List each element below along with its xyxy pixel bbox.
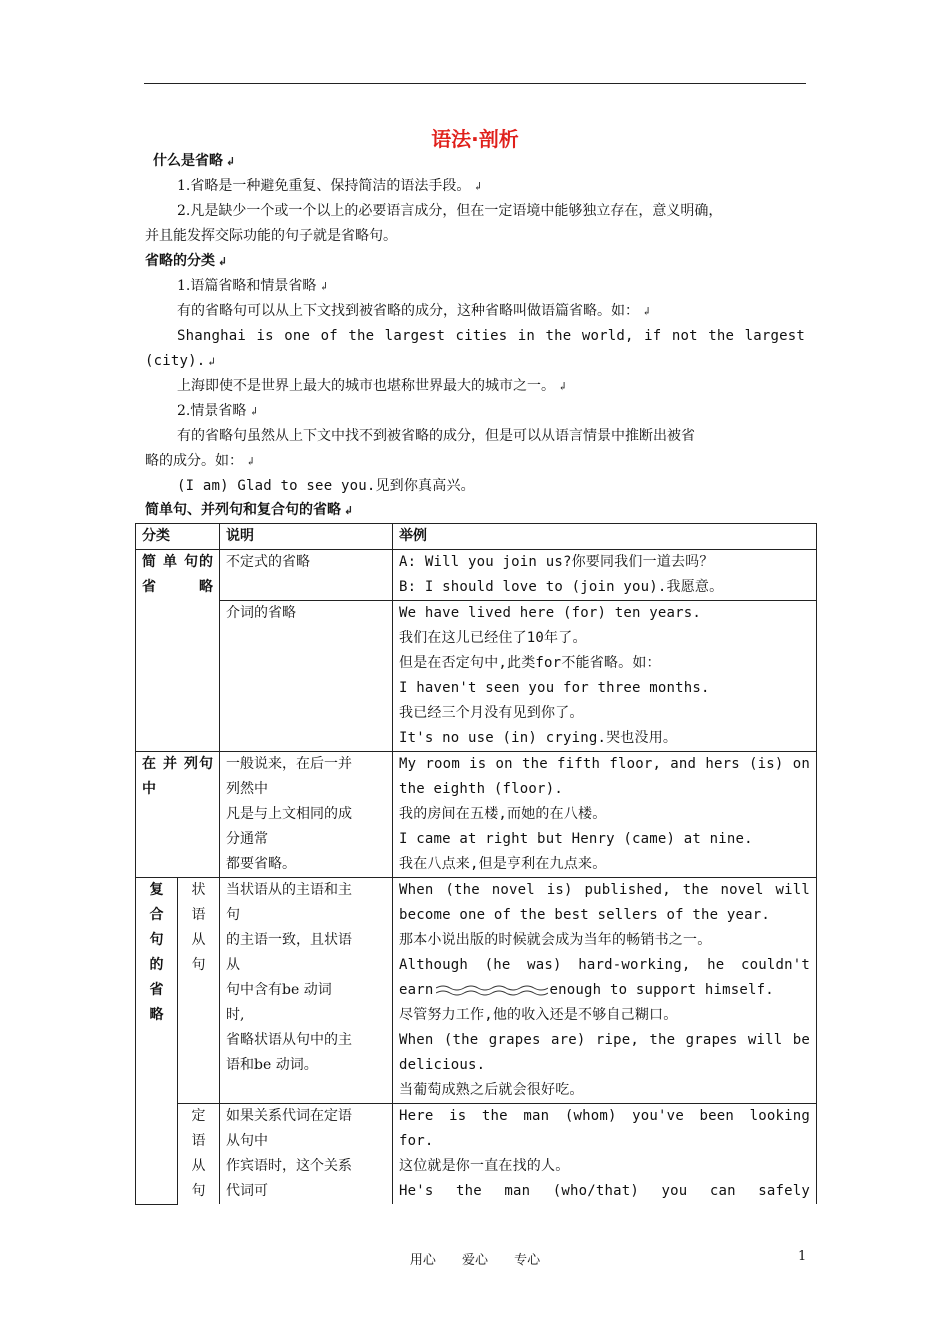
table-row bbox=[136, 878, 817, 1104]
paragraph-2-line-1: 2.凡是缺少一个或一个以上的必要语言成分，但在一定语境中能够独立存在，意义明确， bbox=[177, 203, 723, 219]
explanation-infinitive: 不定式的省略 bbox=[220, 550, 393, 601]
example-adverbial-clause: When (the novel is) published, the novel will become one of the best sellers of the year. 那本小说出版的时候就会成为当年的畅销书之一。 Although (he was) hard-working, he couldn't earn enough to support himself. 尽管努力工作,他的收入还是不够自己糊口。 When (the grapes are) ripe, the grapes will be delicious. 当葡萄成熟之后就会很好吃。 bbox=[393, 878, 817, 1104]
subsection-1-description: 有的省略句可以从上下文找到被省略的成分，这种省略叫做语篇省略。如： ↲ bbox=[177, 303, 652, 319]
table-row bbox=[136, 752, 817, 878]
explanation-coordinate: 一般说来，在后一并 列然中 凡是与上文相同的成 分通常 都要省略。 bbox=[220, 752, 393, 878]
subsection-2-heading: 2.情景省略 ↲ bbox=[177, 403, 259, 419]
category-simple-sentence: 简 单 句的省略 bbox=[136, 550, 220, 752]
page-footer: 用心 爱心 专心 bbox=[409, 1253, 541, 1268]
paragraph-mark-icon: ↲ bbox=[344, 504, 354, 517]
subcategory-adverbial-clause: 状 语 从 句 bbox=[178, 878, 220, 1104]
explanation-preposition: 介词的省略 bbox=[220, 601, 393, 752]
ellipsis-table bbox=[135, 523, 817, 1205]
subsection-2-description-line-2: 略的成分。如： ↲ bbox=[145, 453, 256, 469]
paragraph-mark-icon: ↲ bbox=[218, 255, 228, 268]
paragraph-mark-icon: ↲ bbox=[473, 180, 483, 193]
section-heading-sentence-types: 简单句、并列句和复合句的省略 ↲ bbox=[145, 502, 354, 518]
category-coordinate-sentence: 在 并 列句中 bbox=[136, 752, 220, 878]
paragraph-mark-icon: ↲ bbox=[226, 155, 236, 168]
paragraph-2-line-2: 并且能发挥交际功能的句子就是省略句。 bbox=[145, 228, 397, 244]
example-coordinate: My room is on the fifth floor, and hers (is) on the eighth (floor). 我的房间在五楼,而她的在八楼。 I came at right but Henry (came) at nine. 我在八点来,但是亨利在九点来。 bbox=[393, 752, 817, 878]
page-number: 1 bbox=[798, 1249, 807, 1264]
table-row bbox=[136, 601, 817, 752]
table-row bbox=[136, 1104, 817, 1205]
header-explanation: 说明 bbox=[220, 524, 393, 550]
header-example: 举例 bbox=[393, 524, 817, 550]
section-heading-what-is-ellipsis: 什么是省略 ↲ bbox=[153, 153, 236, 169]
example-attributive-clause: Here is the man (whom) you've been looking for. 这位就是你一直在找的人。 He's the man (who/that) you can safely bbox=[393, 1104, 817, 1205]
paragraph-mark-icon: ↲ bbox=[249, 405, 259, 418]
example-infinitive: A: Will you join us?你要同我们一道去吗？ B: I should love to (join you).我愿意。 bbox=[393, 550, 817, 601]
paragraph-mark-icon: ↲ bbox=[558, 380, 568, 393]
paragraph-mark-icon: ↲ bbox=[246, 455, 256, 468]
paragraph-mark-icon: ↲ bbox=[319, 280, 329, 293]
explanation-attributive-clause: 如果关系代词在定语 从句中 作宾语时，这个关系 代词可 bbox=[220, 1104, 393, 1205]
section-heading-classification: 省略的分类 ↲ bbox=[145, 253, 228, 269]
explanation-adverbial-clause: 当状语从的主语和主 句 的主语一致，且状语 从 句中含有be 动词 时, 省略状语从句中的主 语和be 动词。 bbox=[220, 878, 393, 1104]
wavy-underline-icon bbox=[436, 984, 548, 996]
header-rule bbox=[144, 83, 806, 84]
subsection-1-example-en-line-2: (city). ↲ bbox=[145, 353, 216, 369]
paragraph-1: 1.省略是一种避免重复、保持简洁的语法手段。 ↲ bbox=[177, 178, 483, 194]
paragraph-mark-icon: ↲ bbox=[642, 305, 652, 318]
table-header-row bbox=[136, 524, 817, 550]
subsection-1-example-zh: 上海即使不是世界上最大的城市也堪称世界最大的城市之一。 ↲ bbox=[177, 378, 568, 394]
subsection-2-example: (I am) Glad to see you.见到你真高兴。 bbox=[177, 478, 475, 494]
example-preposition: We have lived here (for) ten years. 我们在这儿已经住了10年了。 但是在否定句中,此类for不能省略。如： I haven't seen you for three months. 我已经三个月没有见到你了。 It's no use (in) crying.哭也没用。 bbox=[393, 601, 817, 752]
subsection-2-description-line-1: 有的省略句虽然从上下文中找不到被省略的成分，但是可以从语言情景中推断出被省 bbox=[177, 428, 695, 444]
subsection-1-example-en-line-1: Shanghai is one of the largest cities in the world, if not the largest bbox=[177, 328, 805, 344]
subcategory-attributive-clause: 定 语 从 句 bbox=[178, 1104, 220, 1205]
category-complex-sentence: 复 合 句 的 省 略 bbox=[136, 878, 178, 1205]
paragraph-mark-icon: ↲ bbox=[208, 355, 216, 368]
subsection-1-heading: 1.语篇省略和情景省略 ↲ bbox=[177, 278, 329, 294]
page-title: 语法·剖析 bbox=[431, 127, 519, 151]
header-category: 分类 bbox=[136, 524, 220, 550]
table-row bbox=[136, 550, 817, 601]
